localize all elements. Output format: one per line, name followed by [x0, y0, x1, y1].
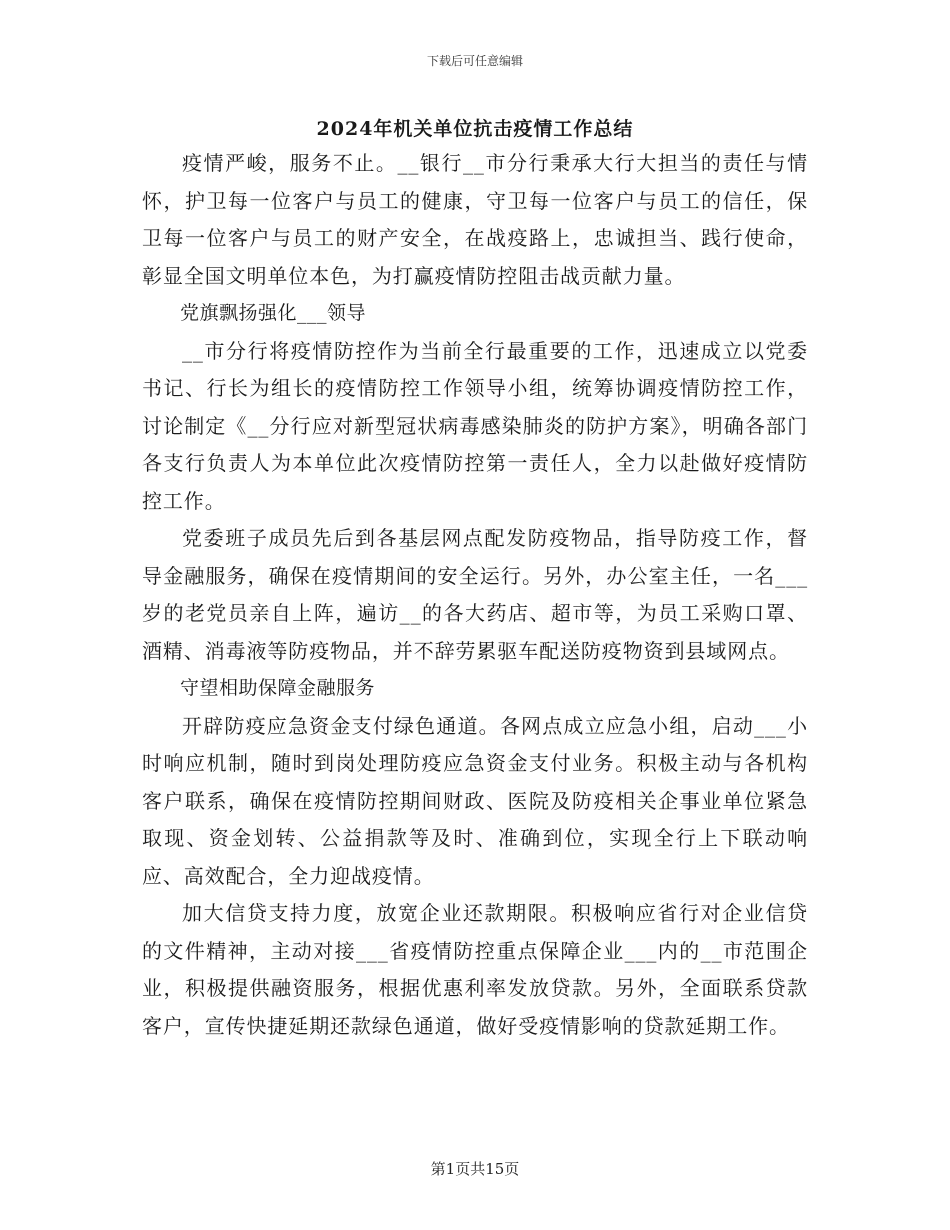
paragraph-green-channel: 开辟防疫应急资金支付绿色通道。各网点成立应急小组，启动___小时响应机制，随时到岗处理防疫应急资金支付业务。积极主动与各机构客户联系，确保在疫情防控期间财政、医院及防疫相关企事业单位紧急取现、资金划转、公益捐款等及时、准确到位，实现全行上下联动响应、高效配合，全力迎战疫情。 — [142, 713, 808, 888]
document-body — [142, 145, 808, 1045]
paragraph-leadership-group: __市分行将疫情防控作为当前全行最重要的工作，迅速成立以党委书记、行长为组长的疫情防控工作领导小组，统筹协调疫情防控工作，讨论制定《__分行应对新型冠状病毒感染肺炎的防护方案》，明确各部门各支行负责人为本单位此次疫情防控第一责任人，全力以赴做好疫情防控工作。 — [142, 338, 808, 513]
paragraph-intro: 疫情严峻，服务不止。__银行__市分行秉承大行大担当的责任与情怀，护卫每一位客户与员工的健康，守卫每一位客户与员工的信任，保卫每一位客户与员工的财产安全，在战疫路上，忠诚担当、践行使命，彰显全国文明单位本色，为打赢疫情防控阻击战贡献力量。 — [142, 151, 808, 288]
page-header-note: 下载后可任意编辑 — [426, 54, 523, 68]
page-number: 第1页共15页 — [430, 1160, 520, 1178]
paragraph-credit-support: 加大信贷支持力度，放宽企业还款期限。积极响应省行对企业信贷的文件精神，主动对接___省疫情防控重点保障企业___内的__市范围企业，积极提供融资服务，根据优惠利率发放贷款。另外，全面联系贷款客户，宣传快捷延期还款绿色通道，做好受疫情影响的贷款延期工作。 — [142, 901, 808, 1038]
section-heading-financial-services: 守望相助保障金融服务 — [180, 677, 376, 699]
section-heading-party-leadership: 党旗飘扬强化___领导 — [180, 302, 367, 324]
paragraph-committee-members: 党委班子成员先后到各基层网点配发防疫物品，指导防疫工作，督导金融服务，确保在疫情期间的安全运行。另外，办公室主任，一名___岁的老党员亲自上阵，遍访__的各大药店、超市等，为员工采购口罩、酒精、消毒液等防疫物品，并不辞劳累驱车配送防疫物资到县域网点。 — [142, 526, 808, 663]
document-title: 2024年机关单位抗击疫情工作总结 — [316, 118, 634, 140]
